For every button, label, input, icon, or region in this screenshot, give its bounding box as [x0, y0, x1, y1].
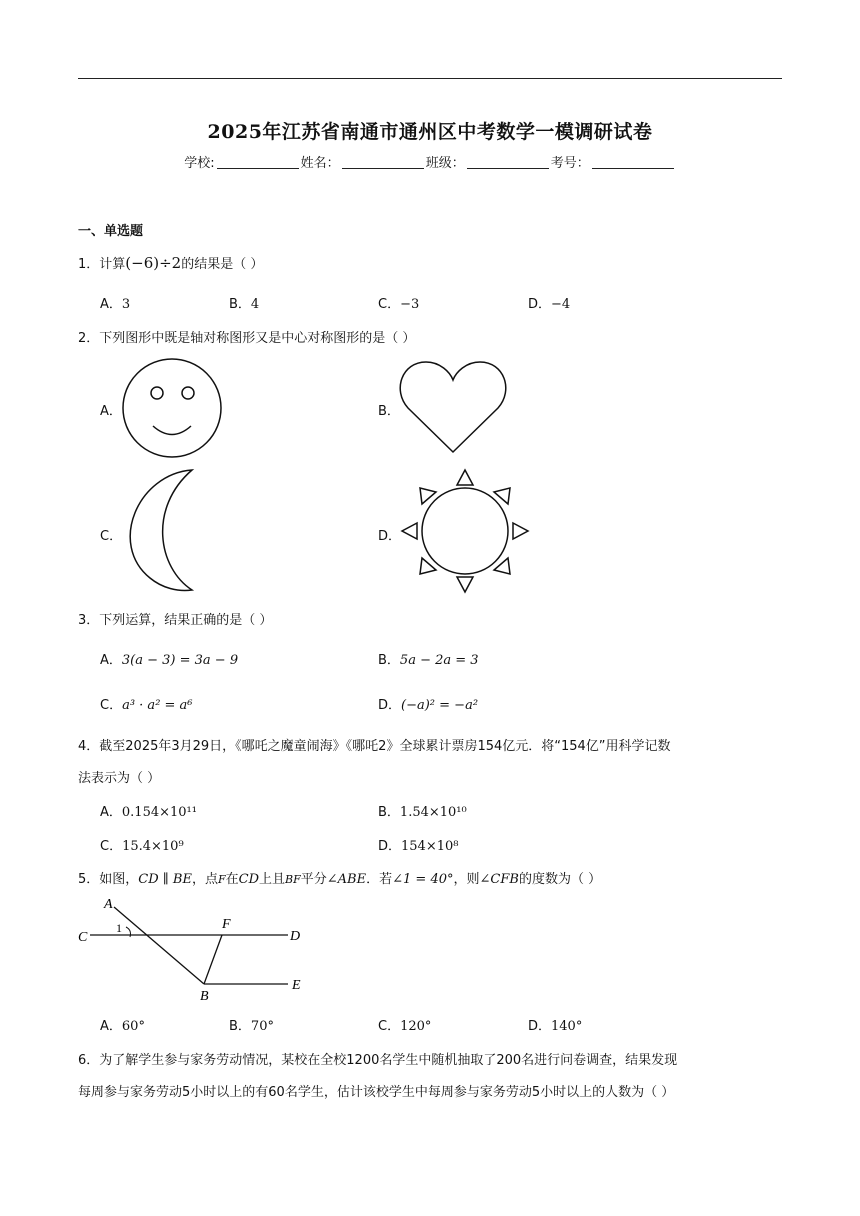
- option-b[interactable]: B．70°: [229, 1019, 274, 1034]
- option-d[interactable]: D．(−a)² = −a²: [378, 698, 479, 713]
- question-1: [78, 253, 263, 272]
- section-title: 一、单选题: [78, 224, 144, 239]
- page-title: 2025年江苏省南通市通州区中考数学一模调研试卷: [207, 121, 653, 143]
- question-3: 3．下列运算，结果正确的是（ ）: [78, 613, 273, 628]
- option-a-label[interactable]: A．: [100, 404, 122, 419]
- question-text: 为了解学生参与家务劳动情况，某校在全校1200名学生中随机抽取了200名进行问卷调查，结果发现: [99, 1053, 678, 1068]
- question-4-line-1: 4．截至2025年3月29日，《哪吒之魔童闹海》《哪吒2》全球累计票房154亿元．将“154亿”用科学记数: [78, 739, 671, 754]
- option-a[interactable]: A．60°: [100, 1019, 145, 1034]
- student-info-line: [0, 152, 860, 171]
- option-b[interactable]: B．4: [229, 297, 260, 312]
- heart-icon[interactable]: [398, 358, 508, 454]
- label-f: F: [222, 917, 231, 932]
- option-b-label[interactable]: B．: [378, 404, 400, 419]
- option-c[interactable]: C．a³ · a² = a⁶: [100, 698, 193, 713]
- question-5: 5．如图，CD ∥ BE，点F在CD上且BF平分∠ABE．若∠1 = 40°，则∠CFB的度数为（ ）: [78, 872, 602, 887]
- question-number: 1．: [78, 257, 100, 272]
- question-text: 计算: [99, 257, 126, 272]
- label-e: E: [292, 978, 301, 993]
- option-c[interactable]: C．−3: [378, 297, 420, 312]
- option-a[interactable]: A．3: [100, 297, 131, 312]
- sun-icon[interactable]: [398, 466, 532, 596]
- exam-no-label: 考号：: [550, 156, 590, 171]
- smiley-face-icon[interactable]: [120, 358, 226, 458]
- exam-no-field[interactable]: [592, 156, 674, 169]
- name-label: 姓名：: [300, 156, 340, 171]
- option-a[interactable]: A．3(a − 3) = 3a − 9: [100, 653, 239, 668]
- option-c[interactable]: C．120°: [378, 1019, 432, 1034]
- label-c: C: [78, 930, 88, 945]
- question-6-line-1: 6．为了解学生参与家务劳动情况，某校在全校1200名学生中随机抽取了200名进行问卷调查，结果发现: [78, 1053, 678, 1068]
- school-field[interactable]: [217, 156, 299, 169]
- question-text: 截至2025年3月29日，《哪吒之魔童闹海》《哪吒2》全球累计票房154亿元．将“154亿”用科学记数: [99, 739, 671, 754]
- question-text: 下列运算，结果正确的是（ ）: [99, 613, 273, 628]
- class-field[interactable]: [467, 156, 549, 169]
- option-c[interactable]: C．15.4×10⁹: [100, 839, 184, 854]
- option-d[interactable]: D．154×10⁸: [378, 839, 459, 854]
- question-4-line-2: 法表示为（ ）: [78, 771, 161, 786]
- geometry-figure: [76, 893, 316, 1005]
- label-d: D: [290, 929, 301, 944]
- option-b[interactable]: B．5a − 2a = 3: [378, 653, 479, 668]
- crescent-moon-icon[interactable]: [118, 468, 198, 594]
- label-b: B: [200, 989, 209, 1004]
- option-b[interactable]: B．1.54×10¹⁰: [378, 805, 467, 820]
- label-angle-1: 1: [116, 921, 122, 935]
- option-d[interactable]: D．140°: [528, 1019, 583, 1034]
- label-a: A: [104, 897, 113, 912]
- name-field[interactable]: [342, 156, 424, 169]
- option-d-label[interactable]: D．: [378, 529, 402, 544]
- class-label: 班级：: [425, 156, 465, 171]
- option-a[interactable]: A．0.154×10¹¹: [100, 805, 197, 820]
- question-2: 2．下列图形中既是轴对称图形又是中心对称图形的是（ ）: [78, 331, 416, 346]
- math-expression: (−6)÷2: [125, 254, 182, 272]
- question-6-line-2: 每周参与家务劳动5小时以上的有60名学生，估计该校学生中每周参与家务劳动5小时以上的人数为（ ）: [78, 1085, 675, 1100]
- school-label: 学校:: [184, 156, 215, 171]
- option-c-label[interactable]: C．: [100, 529, 123, 544]
- top-rule: [78, 78, 782, 79]
- option-d[interactable]: D．−4: [528, 297, 571, 312]
- question-text: 的结果是（ ）: [181, 257, 264, 272]
- question-text: 下列图形中既是轴对称图形又是中心对称图形的是（ ）: [99, 331, 416, 346]
